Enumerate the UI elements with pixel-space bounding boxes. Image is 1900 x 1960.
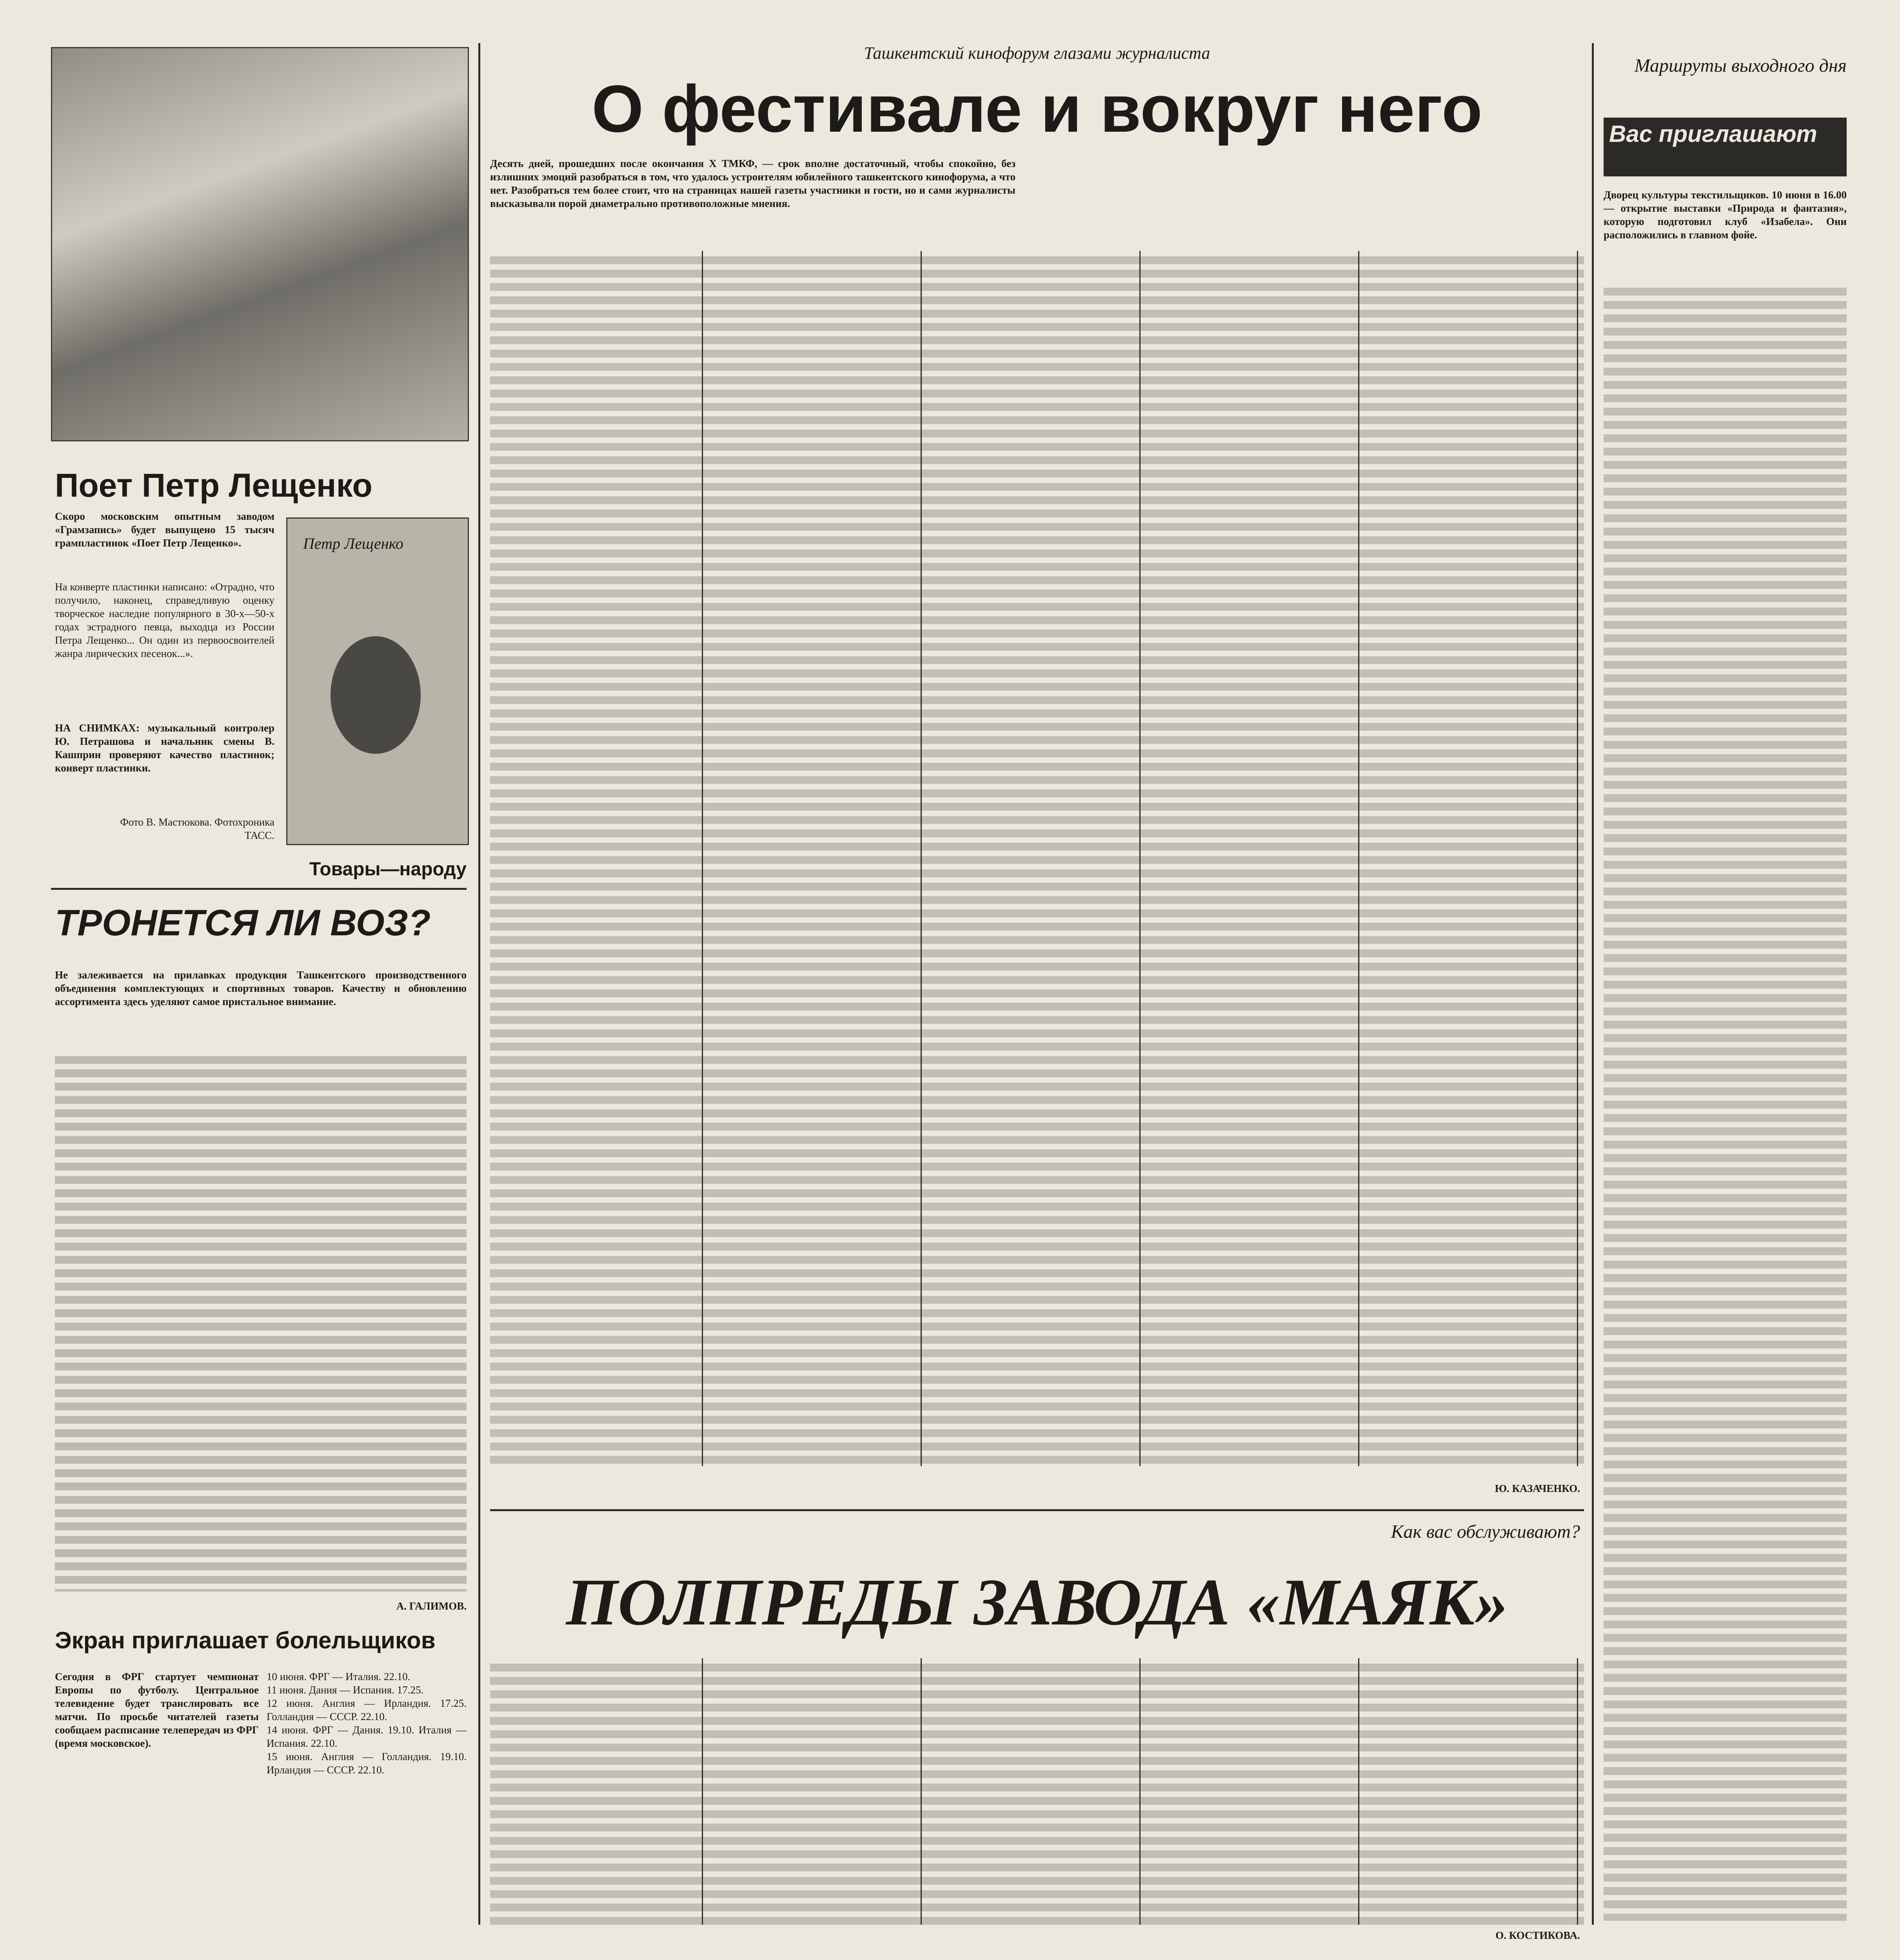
- article-title-festival: О фестивале и вокруг него: [592, 72, 1482, 146]
- article-text-screen: Сегодня в ФРГ стартует чемпионат Европы по футболу. Центральное телевидение будет транслировать все матчи. По просьбе читателей газеты сообщаем расписание телепередач из ФРГ (время московское).: [55, 1671, 259, 1749]
- column-divider: [1592, 43, 1594, 1925]
- photo-caption: НА СНИМКАХ: музыкальный контролер Ю. Петрашова и начальник смены В. Кашприн проверяют качество пластинок; конверт пластинки.: [55, 722, 274, 774]
- divider: [51, 888, 467, 890]
- schedule-item: 12 июня. Англия — Ирландия. 17.25. Голландия — СССР. 22.10.: [267, 1697, 467, 1722]
- factory-photo: [51, 47, 469, 441]
- invite-lead: Дворец культуры текстильщиков. 10 июня в 16.00 — открытие выставки «Природа и фантазия», которую подготовил клуб «Изабела». Они расположились в главном фойе.: [1604, 189, 1847, 241]
- article-lead-festival: Десять дней, прошедших после окончания X ТМКФ, — срок вполне достаточный, чтобы спокойно, без излишних эмоций разобраться в том, что удалось устроителям юбилейного ташкентского кинофорума, а что нет. Разобраться тем более стоит, что на страницах нашей газеты участники и гости, но и сами журналисты высказывали порой диаметрально противоположные мнения.: [490, 158, 1015, 209]
- article-text: На конверте пластинки написано: «Отрадно, что получило, наконец, справедливую оценку творческое наследие популярного в 30-х—50-х годах эстрадного певца, выходца из России Петра Лещенко... Он один из первоосвоителей жанра лирических песенок...».: [55, 581, 274, 659]
- rubric-kinoforum: Ташкентский кинофорум глазами журналиста: [864, 44, 1210, 63]
- article-body-festival: [490, 251, 1584, 1466]
- photo-credit: Фото В. Мастюкова. Фотохроника ТАСС.: [120, 816, 274, 841]
- invite-listing: [1604, 282, 1847, 1921]
- schedule-item: 11 июня. Дания — Испания. 17.25.: [267, 1684, 424, 1696]
- article-lead-voz: Не залеживается на прилавках продукция Ташкентского производственного объединения комплектующих и спортивных товаров. Качеству и обновлению ассортимента здесь уделяют самое пристальное внимание.: [55, 969, 467, 1007]
- byline-galimov: А. ГАЛИМОВ.: [396, 1600, 467, 1612]
- schedule-item: 10 июня. ФРГ — Италия. 22.10.: [267, 1671, 411, 1682]
- byline-kostikova: О. КОСТИКОВА.: [1495, 1929, 1580, 1941]
- rubric-goods: Товары—народу: [309, 859, 467, 880]
- article-title-mayak: ПОЛПРЕДЫ ЗАВОДА «МАЯК»: [566, 1565, 1508, 1639]
- article-lead: Скоро московским опытным заводом «Грамзапись» будет выпущено 15 тысяч грампластинок «Поет Петр Лещенко».: [55, 510, 274, 549]
- article-title-leshchenko: Поет Петр Лещенко: [55, 467, 372, 504]
- article-body-voz: [55, 1051, 467, 1592]
- schedule-item: 14 июня. ФРГ — Дания. 19.10. Италия — Испания. 22.10.: [267, 1724, 467, 1749]
- portrait: [331, 636, 421, 754]
- article-title-voz: ТРОНЕТСЯ ЛИ ВОЗ?: [55, 902, 431, 943]
- byline-kazachenko: Ю. КАЗАЧЕНКО.: [1495, 1483, 1580, 1494]
- rubric-routes: Маршруты выходного дня: [1634, 55, 1847, 76]
- schedule-item: 15 июня. Англия — Голландия. 19.10. Ирландия — СССР. 22.10.: [267, 1751, 467, 1776]
- article-body-mayak: [490, 1658, 1584, 1925]
- article-title-screen: Экран приглашает болельщиков: [55, 1627, 436, 1653]
- album-cover: [286, 517, 469, 845]
- album-cover-title: Петр Лещенко: [303, 535, 403, 552]
- divider: [490, 1509, 1584, 1511]
- rubric-service: Как вас обслуживают?: [1391, 1521, 1580, 1542]
- schedule-list: [267, 1670, 467, 1777]
- column-divider: [478, 43, 480, 1925]
- banner-invite: Вас приглашают: [1604, 118, 1847, 176]
